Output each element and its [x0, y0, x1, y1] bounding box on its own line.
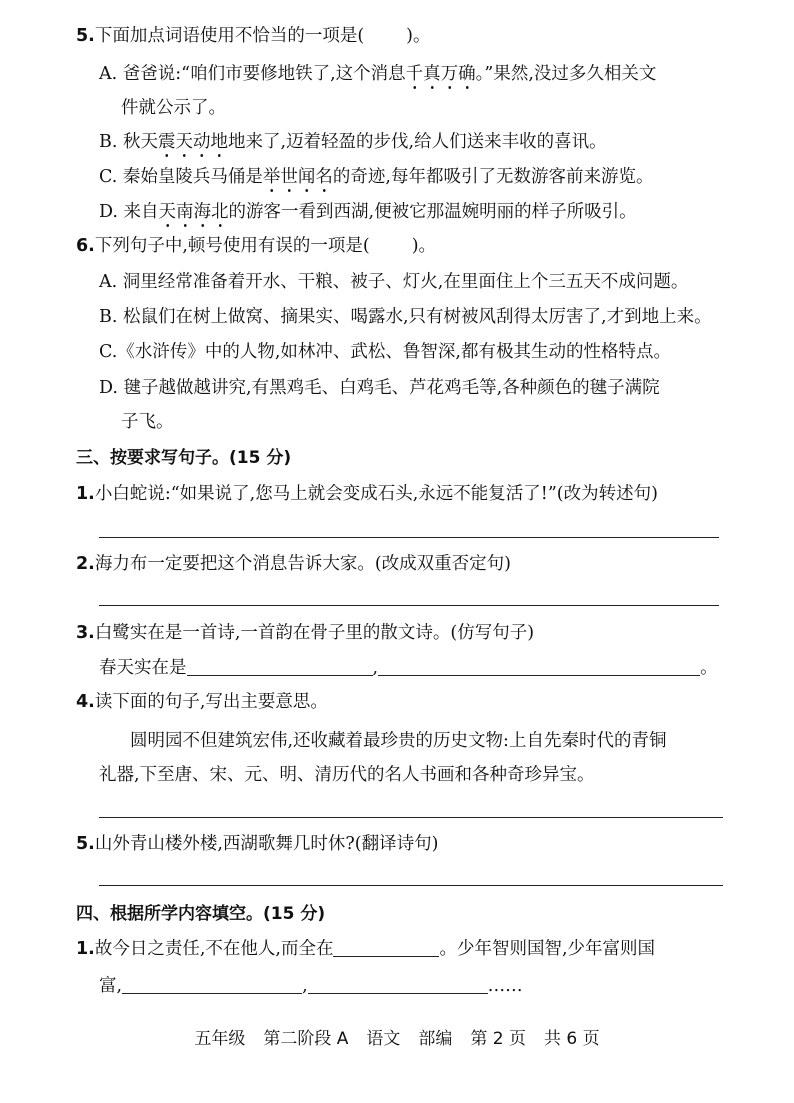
q5-option-b: B. 秋天震天动地地来了,迈着轻盈的步伐,给人们送来丰收的喜讯。 — [99, 132, 607, 152]
footer-grade: 五年级 — [194, 1029, 246, 1049]
q6-option-a: A. 洞里经常准备着开水、干粮、被子、灯火,在里面住上个三五天不成问题。 — [99, 272, 689, 292]
fill-blank[interactable] — [308, 975, 488, 994]
dotted-word: 天南海北 — [158, 202, 229, 222]
s3-q2: 2.海力布一定要把这个消息告诉大家。(改成双重否定句) — [76, 554, 511, 574]
q6-stem: 6.下列句子中,顿号使用有误的一项是( )。 — [76, 236, 437, 256]
footer-subject: 语文 — [366, 1029, 401, 1049]
s3-q5: 5.山外青山楼外楼,西湖歌舞几时休?(翻译诗句) — [76, 834, 439, 854]
q6-option-d: D. 毽子越做越讲究,有黑鸡毛、白鸡毛、芦花鸡毛等,各种颜色的毽子满院 — [99, 378, 660, 398]
s4-q1-line2: 富, , …… — [99, 976, 523, 996]
section-3-title: 三、按要求写句子。(15 分) — [76, 448, 292, 468]
s4-q1: 1.故今日之责任,不在他人,而全在 。少年智则国智,少年富则国 — [76, 939, 656, 959]
q6-option-c: C.《水浒传》中的人物,如林冲、武松、鲁智深,都有极其生动的性格特点。 — [99, 342, 671, 362]
dotted-word: 震天动地 — [158, 132, 228, 152]
q5-option-a-cont: 件就公示了。 — [121, 98, 226, 118]
dotted-word: 千真万确 — [405, 64, 476, 84]
fill-blank[interactable] — [122, 975, 302, 994]
footer-page: 第 2 页 — [470, 1029, 527, 1049]
footer-edition: 部编 — [418, 1029, 453, 1049]
q5-option-a: A. 爸爸说:“咱们市要修地铁了,这个消息千真万确。”果然,没过多久相关文 — [99, 64, 657, 84]
q6-option-b: B. 松鼠们在树上做窝、摘果实、喝露水,只有树被风刮得太厉害了,才到地上来。 — [99, 307, 712, 327]
s3-q1: 1.小白蛇说:“如果说了,您马上就会变成石头,永远不能复活了!”(改为转述句) — [76, 484, 658, 504]
answer-line[interactable] — [99, 817, 723, 818]
fill-blank[interactable] — [187, 657, 373, 676]
footer-stage: 第二阶段 A — [263, 1029, 349, 1049]
answer-line[interactable] — [99, 537, 719, 538]
dotted-word: 举世闻名 — [262, 167, 333, 187]
s3-q4: 4.读下面的句子,写出主要意思。 — [76, 692, 328, 712]
s3-q3-fill: 春天实在是 , 。 — [99, 658, 718, 678]
q5-stem: 5.下面加点词语使用不恰当的一项是( )。 — [76, 26, 431, 46]
q5-option-d: D. 来自天南海北的游客一看到西湖,便被它那温婉明丽的样子所吸引。 — [99, 202, 637, 222]
section-4-title: 四、根据所学内容填空。(15 分) — [76, 904, 326, 924]
s3-q4-passage-1: 圆明园不但建筑宏伟,还收藏着最珍贵的历史文物:上自先秦时代的青铜 — [130, 731, 667, 751]
answer-line[interactable] — [99, 885, 723, 886]
page-footer — [0, 1024, 794, 1049]
s3-q3: 3.白鹭实在是一首诗,一首韵在骨子里的散文诗。(仿写句子) — [76, 623, 535, 643]
fill-blank[interactable] — [378, 657, 700, 676]
q6-option-d-cont: 子飞。 — [121, 412, 174, 432]
s3-q4-passage-2: 礼器,下至唐、宋、元、明、清历代的名人书画和各种奇珍异宝。 — [99, 765, 595, 785]
answer-line[interactable] — [99, 605, 719, 606]
footer-total: 共 6 页 — [544, 1029, 600, 1049]
fill-blank[interactable] — [333, 938, 439, 957]
q5-option-c: C. 秦始皇陵兵马俑是举世闻名的奇迹,每年都吸引了无数游客前来游览。 — [99, 167, 654, 187]
